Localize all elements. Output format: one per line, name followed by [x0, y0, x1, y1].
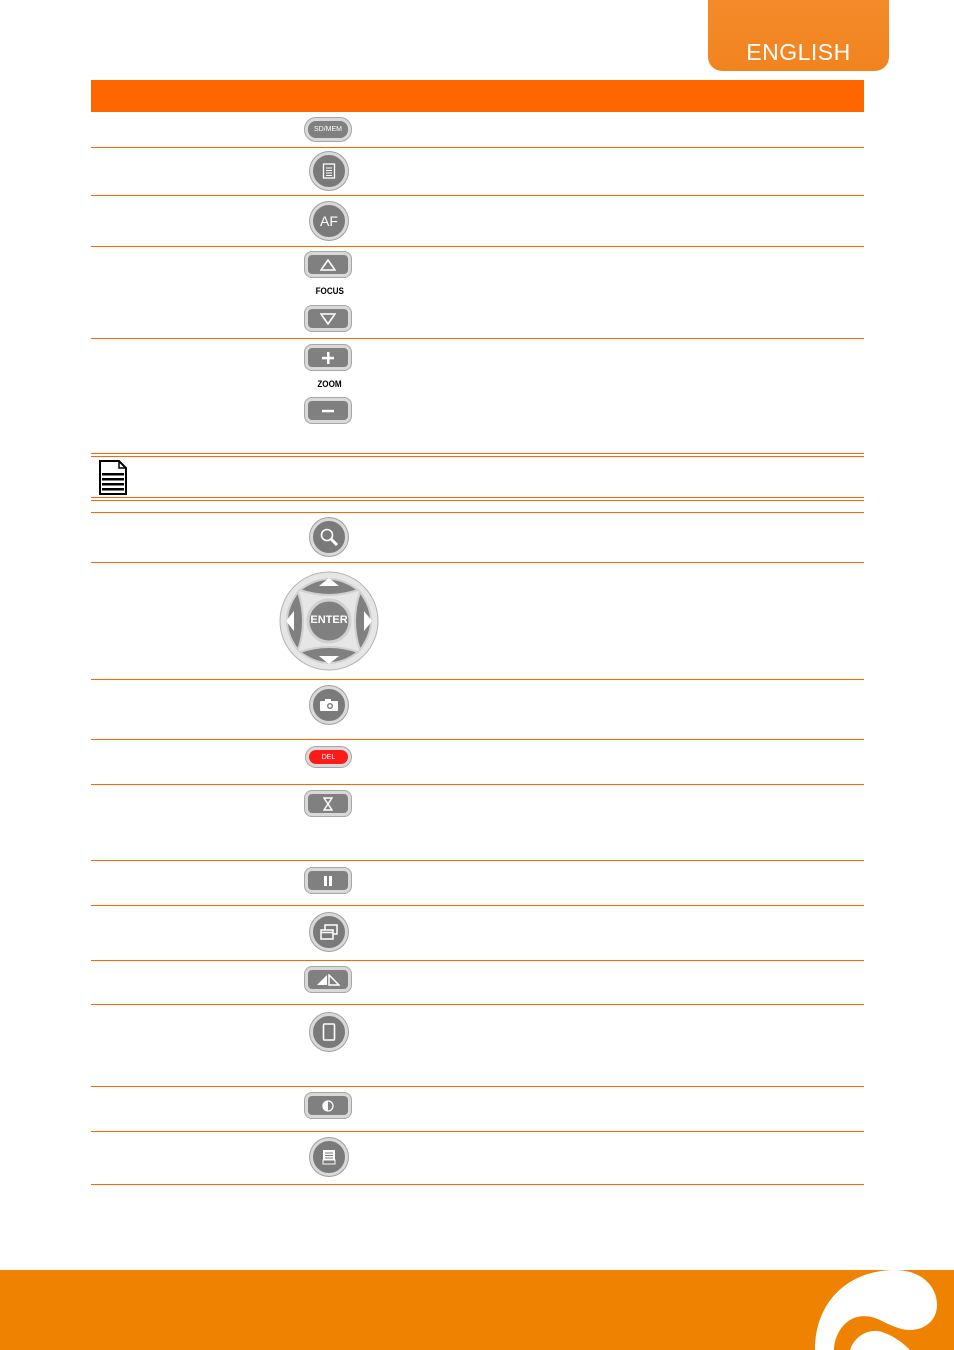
delete-label: DEL: [321, 753, 336, 761]
triangle-up-icon: [320, 259, 336, 271]
row-divider: [91, 739, 864, 740]
timer-button[interactable]: [305, 791, 351, 816]
row-divider: [91, 497, 864, 498]
text-icon: [322, 1149, 336, 1165]
menu-button[interactable]: [310, 152, 348, 190]
focus-down-button[interactable]: [305, 306, 351, 331]
enter-label: ENTER: [310, 614, 348, 626]
af-label: AF: [320, 213, 338, 229]
language-label: ENGLISH: [746, 39, 851, 65]
row-divider: [91, 860, 864, 861]
row-divider: [91, 562, 864, 563]
pause-button[interactable]: [305, 868, 351, 893]
plus-icon: [322, 352, 334, 364]
capture-button[interactable]: [310, 686, 348, 724]
text-mode-button[interactable]: [310, 1138, 348, 1176]
mirror-icon: [316, 974, 340, 986]
pause-icon: [323, 876, 333, 886]
split-screen-button[interactable]: [310, 913, 348, 951]
brand-logo-icon: [810, 1270, 954, 1350]
row-divider: [91, 1184, 864, 1185]
row-divider: [91, 338, 864, 339]
table-header-bar: [91, 80, 864, 112]
rotate-button[interactable]: [305, 967, 351, 992]
contrast-button[interactable]: [305, 1093, 351, 1118]
row-divider: [91, 1086, 864, 1087]
footer-bar: [0, 1270, 954, 1350]
delete-button[interactable]: [306, 747, 351, 767]
windows-icon: [320, 924, 338, 940]
row-divider: [91, 147, 864, 148]
row-divider: [91, 453, 864, 454]
contrast-icon: [322, 1100, 334, 1112]
focus-up-button[interactable]: [305, 252, 351, 277]
magnify-button[interactable]: [310, 518, 348, 556]
zoom-in-button[interactable]: [305, 345, 351, 370]
row-divider: [91, 784, 864, 785]
sd-mem-label: SD/MEM: [314, 126, 342, 133]
magnifier-icon: [319, 527, 339, 547]
row-divider: [91, 679, 864, 680]
row-divider: [91, 1131, 864, 1132]
zoom-label: ZOOM: [317, 379, 342, 389]
zoom-out-button[interactable]: [305, 398, 351, 423]
note-icon: [98, 460, 128, 495]
language-tab[interactable]: [708, 0, 889, 71]
row-divider: [91, 246, 864, 247]
document-icon: [322, 163, 336, 179]
triangle-down-icon: [320, 313, 336, 325]
camera-icon: [319, 698, 339, 712]
hourglass-icon: [323, 797, 333, 811]
row-divider: [91, 456, 864, 457]
row-divider: [91, 960, 864, 961]
af-button[interactable]: [310, 202, 348, 240]
focus-label: FOCUS: [315, 286, 344, 296]
sd-mem-button[interactable]: [305, 118, 351, 141]
portrait-icon: [322, 1023, 336, 1041]
row-divider: [91, 1004, 864, 1005]
minus-icon: [322, 409, 334, 413]
row-divider: [91, 905, 864, 906]
row-divider: [91, 512, 864, 513]
row-divider: [91, 500, 864, 501]
freeze-button[interactable]: [310, 1013, 348, 1051]
row-divider: [91, 195, 864, 196]
